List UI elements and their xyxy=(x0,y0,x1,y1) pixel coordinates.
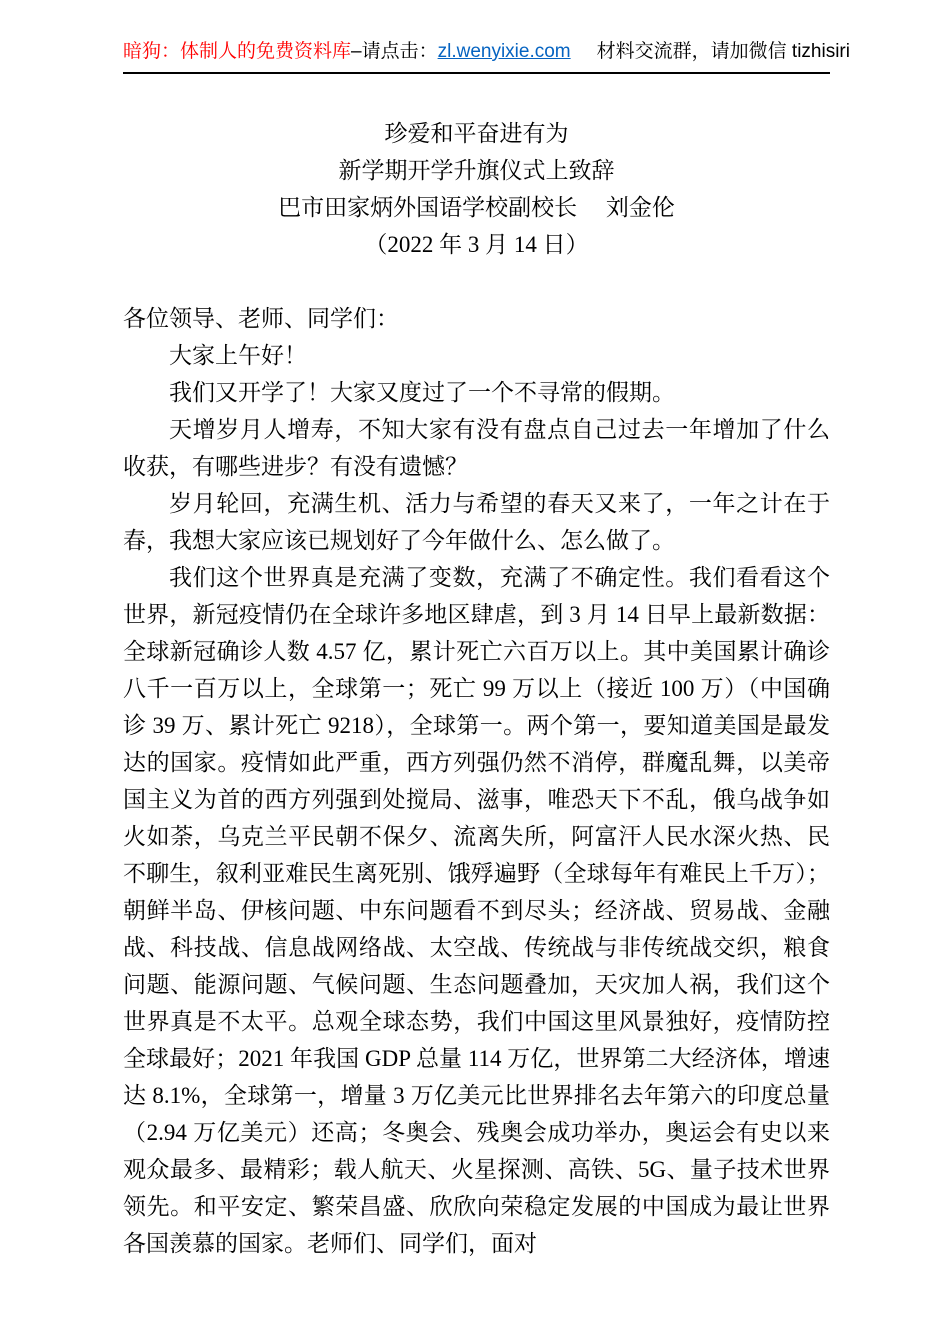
paragraph-reflection: 天增岁月人增寿，不知大家有没有盘点自己过去一年增加了什么收获，有哪些进步？有没有遗憾？ xyxy=(123,417,830,479)
paragraph-opening: 我们又开学了！大家又度过了一个不寻常的假期。 xyxy=(169,380,675,405)
speech-document xyxy=(123,115,830,1262)
paragraph-world-situation: 我们这个世界真是充满了变数，充满了不确定性。我们看看这个世界，新冠疫情仍在全球许多地区肆虐，到 3 月 14 日早上最新数据：全球新冠确诊人数 4.57 亿，累计死亡六百万以上。其中美国累计确诊八千一百万以上，全球第一；死亡 99 万以上（接近 100 万）（中国确诊 39 万、累计死亡 9218），全球第一。两个第一，要知道美国是最发达的国家。疫情如此严重，西方列强仍然不消停，群魔乱舞，以美帝国主义为首的西方列强到处搅局、滋事，唯恐天下不乱，俄乌战争如火如荼，乌克兰平民朝不保夕、流离失所，阿富汗人民水深火热、民不聊生，叙利亚难民生离死别、饿殍遍野（全球每年有难民上千万）；朝鲜半岛、伊核问题、中东问题看不到尽头；经济战、贸易战、金融战、科技战、信息战网络战、太空战、传统战与非传统战交织，粮食问题、能源问题、气候问题、生态问题叠加，天灾加人祸，我们这个世界真是不太平。总观全球态势，我们中国这里风景独好，疫情防控全球最好；2021 年我国 GDP 总量 114 万亿，世界第二大经济体，增速达 8.1%，全球第一，增量 3 万亿美元比世界排名去年第六的印度总量（2.94 万亿美元）还高；冬奥会、残奥会成功举办，奥运会有史以来观众最多、最精彩；载人航天、火星探测、高铁、5G、量子技术世界领先。和平安定、繁荣昌盛、欣欣向荣稳定发展的中国成为最让世界各国羡慕的国家。老师们、同学们，面对 xyxy=(123,565,830,1256)
paragraph-salutation: 各位领导、老师、同学们： xyxy=(123,306,399,331)
promo-header xyxy=(123,38,850,74)
doc-title: 珍爱和平奋进有为 xyxy=(384,121,569,146)
promo-suffix-text: 材料交流群，请加微信 tizhisiri xyxy=(596,41,850,62)
paragraph-greeting: 大家上午好！ xyxy=(169,343,307,368)
paragraph-spring: 岁月轮回，充满生机、活力与希望的春天又来了，一年之计在于春，我想大家应该已规划好了今年做什么、怎么做了。 xyxy=(123,491,830,553)
doc-author-line: 巴市田家炳外国语学校副校长 刘金伦 xyxy=(278,195,675,220)
blank-line xyxy=(123,263,830,300)
doc-date-line: （2022 年 3 月 14 日） xyxy=(364,232,589,257)
doc-subtitle: 新学期开学升旗仪式上致辞 xyxy=(338,158,615,183)
promo-prompt-text: –请点击： xyxy=(351,41,438,62)
promo-link[interactable]: zl.wenyixie.com xyxy=(437,41,571,62)
promo-brand-text: 暗狗：体制人的免费资料库 xyxy=(123,41,352,62)
